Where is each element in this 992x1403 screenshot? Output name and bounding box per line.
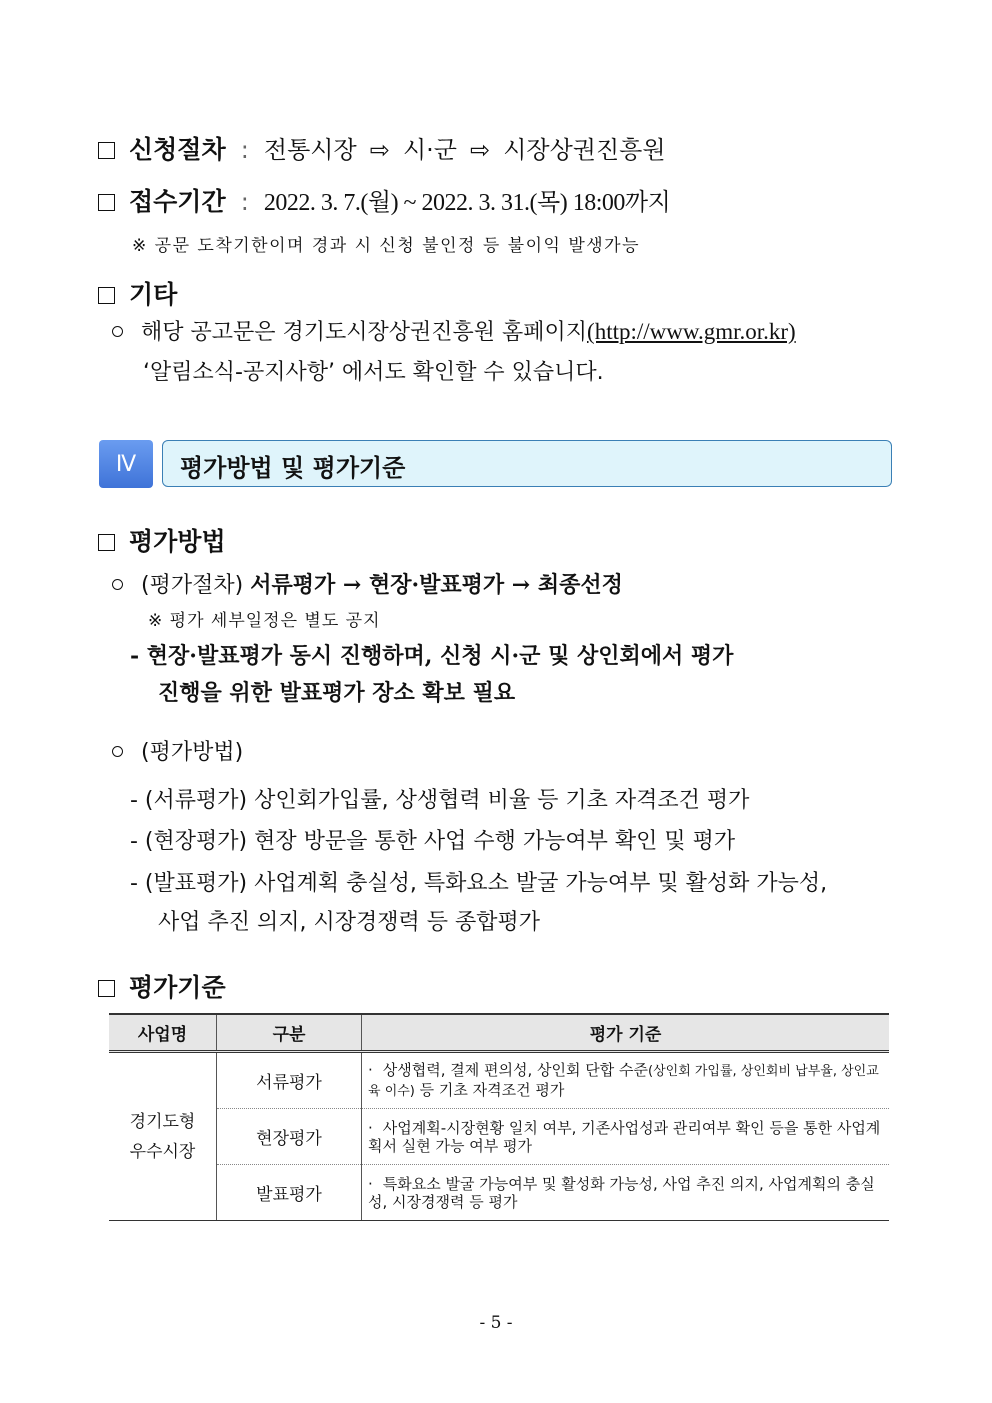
criteria-text: 특화요소 발굴 가능여부 및 활성화 가능성, 사업 추진 의지, 사업계획의 충실성, 시장경쟁력 등 평가 <box>368 1174 875 1211</box>
criteria-heading-line <box>98 968 226 1004</box>
type-cell: 서류평가 <box>217 1052 362 1109</box>
procedure-note: ※ 평가 세부일정은 별도 공지 <box>148 611 381 631</box>
type-cell: 현장평가 <box>217 1109 362 1165</box>
criteria-cell: · 상생협력, 결제 편의성, 상인회 단합 수준(상인회 가입률, 상인회비 납부율, 상인교육 이수) 등 기초 자격조건 평가 <box>362 1052 890 1109</box>
criteria-heading: 평가기준 <box>129 973 226 1002</box>
way-item-presentation: - (발표평가) 사업계획 충실성, 특화요소 발굴 가능여부 및 활성화 가능성, <box>130 871 828 896</box>
apply-procedure-line <box>98 130 666 166</box>
column-header: 구분 <box>217 1014 362 1052</box>
method-procedure <box>112 568 623 599</box>
column-header: 사업명 <box>109 1014 217 1052</box>
checkbox-square-icon <box>98 142 115 159</box>
project-name-line1: 경기도형 <box>129 1111 196 1132</box>
colon: : <box>240 136 249 164</box>
period-text: 2022. 3. 7.(월) ~ 2022. 3. 31.(목) 18:00까지 <box>263 190 671 216</box>
way-label: (평가방법) <box>141 740 244 765</box>
table-header-row <box>109 1014 889 1052</box>
period-heading: 접수기간 <box>129 187 226 216</box>
page-number: - 5 - <box>479 1313 513 1333</box>
procedure-label: (평가절차) <box>141 573 244 598</box>
column-header: 평가 기준 <box>362 1014 890 1052</box>
step-city: 시·군 <box>402 136 457 164</box>
table-row <box>109 1165 889 1221</box>
checkbox-square-icon <box>98 194 115 211</box>
criteria-cell: · 특화요소 발굴 가능여부 및 활성화 가능성, 사업 추진 의지, 사업계획의 충실성, 시장경쟁력 등 평가 <box>362 1165 890 1221</box>
checkbox-square-icon <box>98 287 115 304</box>
table-row <box>109 1052 889 1109</box>
procedure-dash-line1: - 현장·발표평가 동시 진행하며, 신청 시·군 및 상인회에서 평가 <box>130 643 734 669</box>
criteria-cell: · 사업계획-시장현황 일치 여부, 기존사업성과 관리여부 확인 등을 통한 사업계획서 실현 가능 여부 평가 <box>362 1109 890 1165</box>
period-line <box>98 182 670 218</box>
criteria-text: 상생협력, 결제 편의성, 상인회 단합 수준 <box>382 1060 648 1079</box>
way-item-presentation-line2: 사업 추진 의지, 시장경쟁력 등 종합평가 <box>158 910 540 935</box>
project-name-line2: 우수시장 <box>129 1141 196 1162</box>
homepage-link[interactable]: (http://www.gmr.or.kr) <box>587 319 796 344</box>
method-way <box>112 735 243 766</box>
criteria-table <box>109 1013 889 1221</box>
colon: : <box>240 188 249 216</box>
section-number-badge: Ⅳ <box>99 440 153 488</box>
etc-item <box>112 315 796 346</box>
apply-procedure-heading: 신청절차 <box>129 135 226 164</box>
period-note: ※ 공문 도착기한이며 경과 시 신청 불인정 등 불이익 발생가능 <box>132 236 641 256</box>
step-agency: 시장상권진흥원 <box>503 136 666 164</box>
arrow-icon: ⇨ <box>470 136 491 164</box>
circle-bullet-icon <box>112 579 123 590</box>
circle-bullet-icon <box>112 746 123 757</box>
way-item-documents: - (서류평가) 상인회가입률, 상생협력 비율 등 기초 자격조건 평가 <box>130 788 750 813</box>
procedure-text: 서류평가 → 현장·발표평가 → 최종선정 <box>250 572 623 598</box>
criteria-text: 사업계획-시장현황 일치 여부, 기존사업성과 관리여부 확인 등을 통한 사업계획서 실현 가능 여부 평가 <box>368 1118 881 1155</box>
type-cell: 발표평가 <box>217 1165 362 1221</box>
method-heading: 평가방법 <box>129 527 226 556</box>
table-row <box>109 1109 889 1165</box>
arrow-icon: ⇨ <box>369 136 390 164</box>
checkbox-square-icon <box>98 980 115 997</box>
etc-heading: 기타 <box>129 280 178 309</box>
section-title: 평가방법 및 평가기준 <box>180 454 406 482</box>
step-traditional-market: 전통시장 <box>263 136 357 164</box>
project-name-cell <box>109 1052 217 1221</box>
criteria-detail-text: (상인회 가입률, 상인회비 납부율, 상인교육 이수) <box>368 1063 879 1099</box>
procedure-dash-line2: 진행을 위한 발표평가 장소 확보 필요 <box>158 680 516 706</box>
etc-text-line2: ‘알림소식-공지사항’ 에서도 확인할 수 있습니다. <box>143 360 604 385</box>
criteria-tail-text: 등 기초 자격조건 평가 <box>414 1080 565 1099</box>
etc-line <box>98 275 177 311</box>
way-item-site: - (현장평가) 현장 방문을 통한 사업 수행 가능여부 확인 및 평가 <box>130 829 736 854</box>
etc-text: 해당 공고문은 경기도시장상권진흥원 홈페이지 <box>141 320 588 345</box>
method-heading-line <box>98 522 226 558</box>
circle-bullet-icon <box>112 326 123 337</box>
checkbox-square-icon <box>98 534 115 551</box>
